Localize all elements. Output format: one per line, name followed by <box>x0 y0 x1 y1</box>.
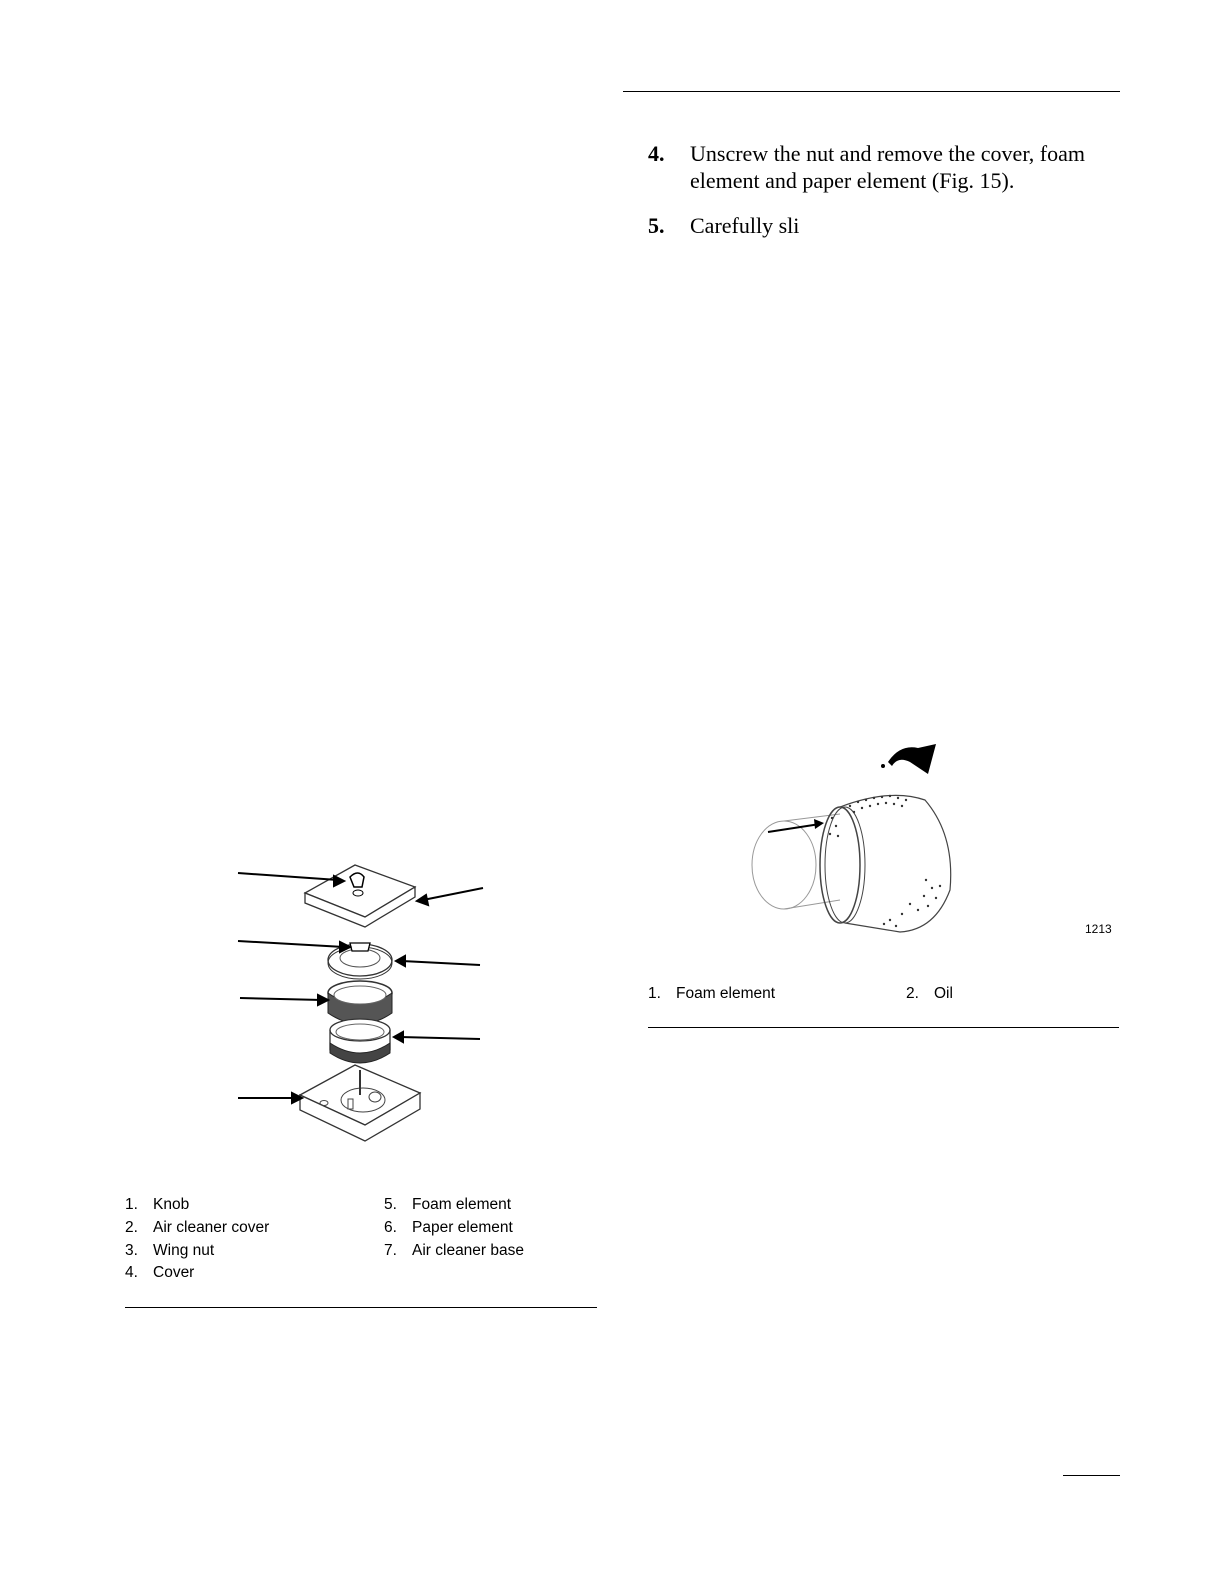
figure-left-legend <box>125 1196 595 1291</box>
step-number: 4. <box>648 141 665 166</box>
step-text: Carefully sli <box>690 213 800 238</box>
step-4 <box>648 140 1118 200</box>
foam-element-oil-illustration <box>740 740 970 970</box>
legend-item: 6. Paper element <box>384 1219 513 1236</box>
step-number: 5. <box>648 213 665 238</box>
top-rule <box>623 91 1120 92</box>
legend-item: 4. Cover <box>125 1264 195 1281</box>
figure-right-rule <box>648 1027 1119 1028</box>
step-text: Unscrew the nut and remove the cover, foam element and paper element (Fig. 15). <box>690 141 1085 193</box>
legend-item: 1. Knob <box>125 1196 190 1213</box>
figure-ref-code: 1213 <box>1085 922 1112 936</box>
legend-item: 2. Air cleaner cover <box>125 1219 270 1236</box>
page-footer-rule <box>1063 1475 1120 1476</box>
figure-right-legend <box>648 985 1118 1009</box>
step-5 <box>648 212 1118 242</box>
legend-item: 5. Foam element <box>384 1196 512 1213</box>
oil-can-icon <box>888 744 936 774</box>
legend-item: 2. Oil <box>906 985 953 1002</box>
legend-item: 7. Air cleaner base <box>384 1242 525 1259</box>
legend-item: 1. Foam element <box>648 985 776 1002</box>
figure-left-rule <box>125 1307 597 1308</box>
air-cleaner-exploded-illustration <box>230 855 490 1155</box>
legend-item: 3. Wing nut <box>125 1242 215 1259</box>
